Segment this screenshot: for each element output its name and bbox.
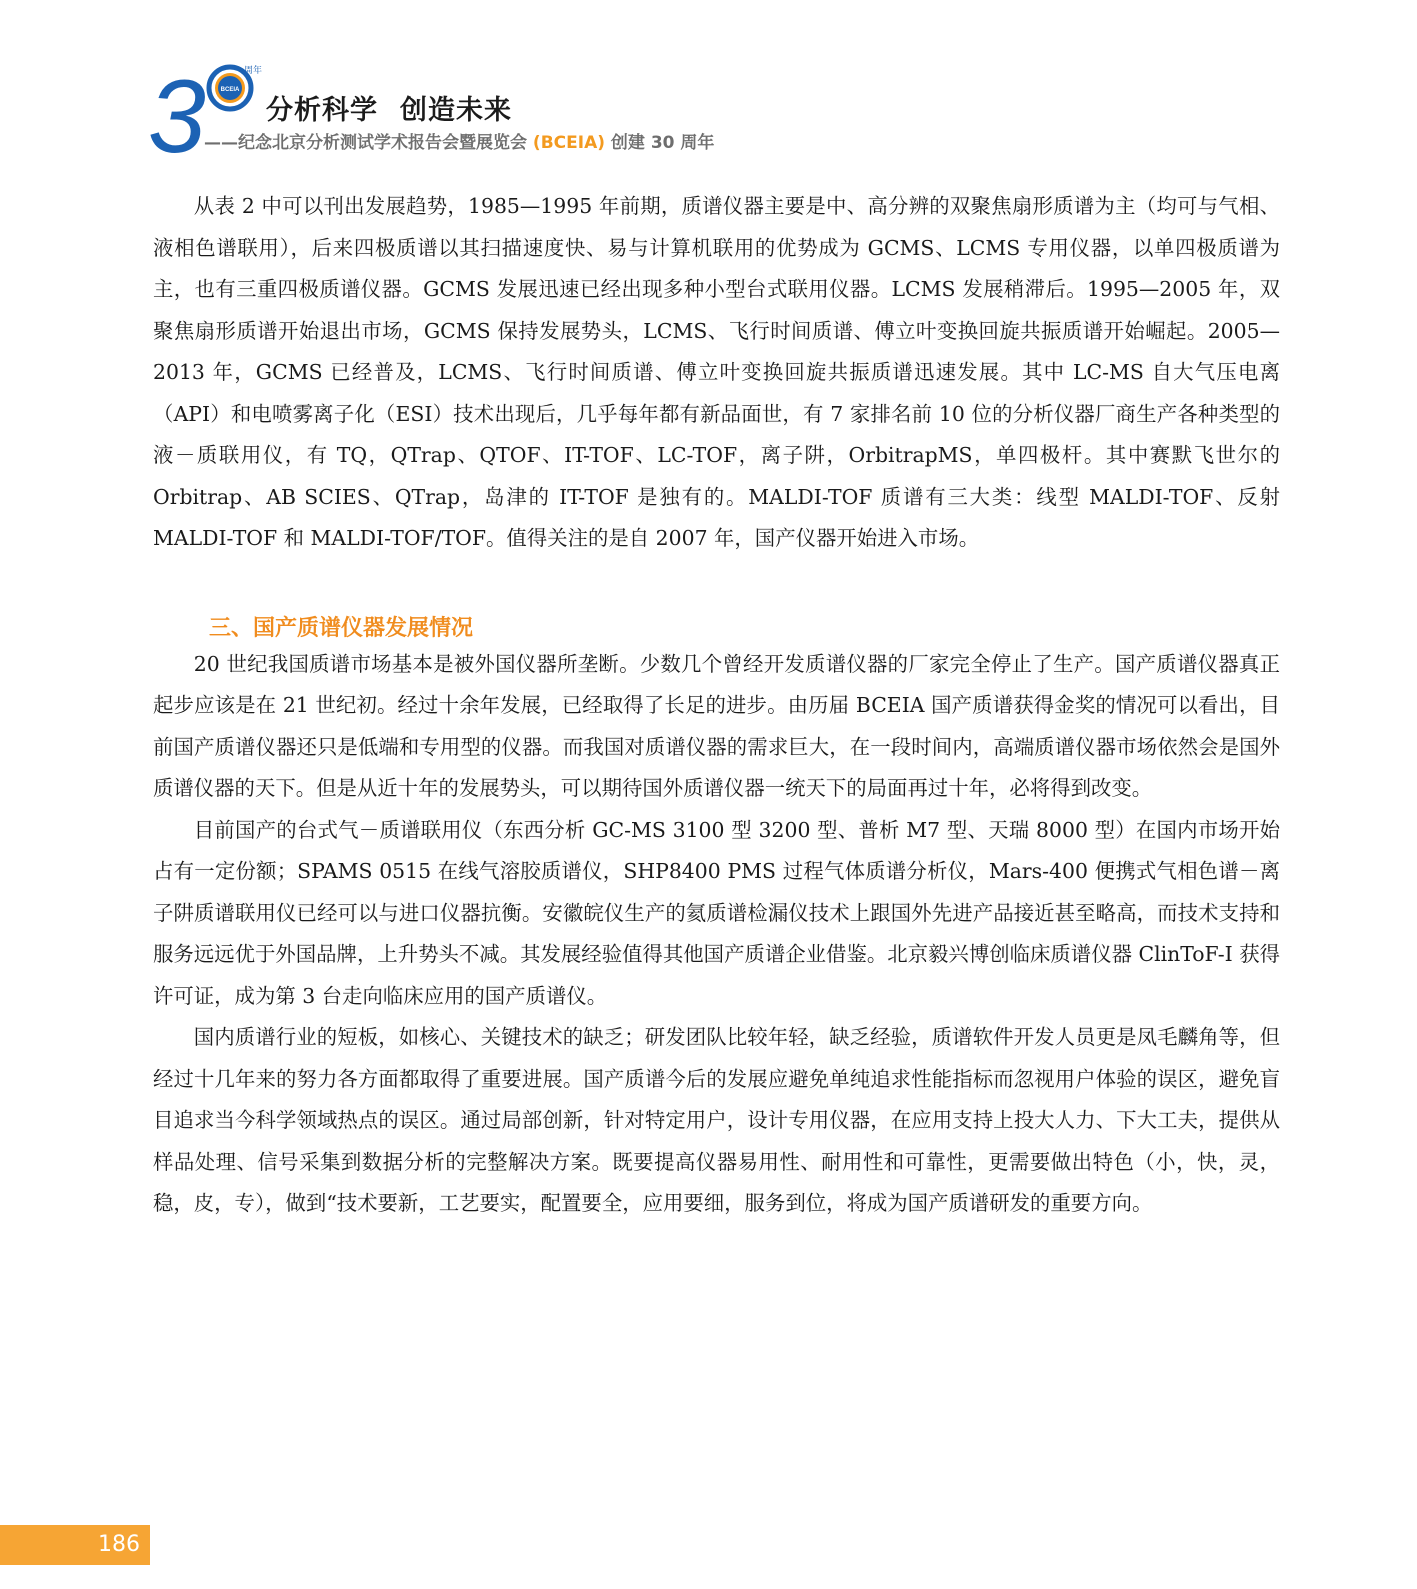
subtitle-org: (BCEIA) <box>532 133 605 153</box>
logo-number: 3 <box>148 59 206 158</box>
slogan-part1: 分析科学 <box>266 95 378 126</box>
subtitle-prefix: ——纪念北京分析测试学术报告会暨展览会 <box>204 133 533 153</box>
section-paragraph-3: 国内质谱行业的短板，如核心、关键技术的缺乏；研发团队比较年轻，缺乏经验，质谱软件开发人员更是凤毛麟角等，但经过十几年来的努力各方面都取得了重要进展。国产质谱今后的发展应避免单纯追求性能指标而忽视用户体验的误区，避免盲目追求当今科学领域热点的误区。通过局部创新，针对特定用户，设计专用仪器，在应用支持上投大人力、下大工夫，提供从样品处理、信号采集到数据分析的完整解决方案。既要提高仪器易用性、耐用性和可靠性，更需要做出特色（小，快，灵，稳，皮，专），做到“技术要新，工艺要实，配置要全，应用要细，服务到位，将成为国产质谱研发的重要方向。 <box>153 1025 1280 1215</box>
header-subtitle <box>204 128 714 153</box>
section-heading: 三、国产质谱仪器发展情况 <box>209 615 474 641</box>
logo-ribbon: 周年 <box>244 66 263 76</box>
section-paragraph-2: 目前国产的台式气－质谱联用仪（东西分析 GC-MS 3100 型 3200 型、普析 M7 型、天瑞 8000 型）在国内市场开始占有一定份额；SPAMS 0515 在线气溶胶质谱仪，SHP8400 PMS 过程气体质谱分析仪，Mars-400 便携式气相色谱－离子阱质谱联用仪已经可以与进口仪器抗衡。安徽皖仪生产的氦质谱检漏仪技术上跟国外先进产品接近甚至略高，而技术支持和服务远远优于外国品牌，上升势头不减。其发展经验值得其他国产质谱企业借鉴。北京毅兴博创临床质谱仪器 ClinToF-I 获得许可证，成为第 3 台走向临床应用的国产质谱仪。 <box>153 817 1280 1008</box>
page-number: 186 <box>0 1525 150 1565</box>
article-body <box>153 186 1280 1225</box>
page-header <box>148 58 908 158</box>
slogan-part2: 创造未来 <box>400 95 512 126</box>
section-paragraph-1: 20 世纪我国质谱市场基本是被外国仪器所垄断。少数几个曾经开发质谱仪器的厂家完全停止了生产。国产质谱仪器真正起步应该是在 21 世纪初。经过十余年发展，已经取得了长足的进步。由历届 BCEIA 国产质谱获得金奖的情况可以看出，目前国产质谱仪器还只是低端和专用型的仪器。而我国对质谱仪器的需求巨大，在一段时间内，高端质谱仪器市场依然会是国外质谱仪器的天下。但是从近十年的发展势头，可以期待国外质谱仪器一统天下的局面再过十年，必将得到改变。 <box>153 651 1280 800</box>
intro-paragraph: 从表 2 中可以刊出发展趋势，1985—1995 年前期，质谱仪器主要是中、高分辨的双聚焦扇形质谱为主（均可与气相、液相色谱联用），后来四极质谱以其扫描速度快、易与计算机联用的优势成为 GCMS、LCMS 专用仪器，以单四极质谱为主，也有三重四极质谱仪器。GCMS 发展迅速已经出现多种小型台式联用仪器。LCMS 发展稍滞后。1995—2005 年，双聚焦扇形质谱开始退出市场，GCMS 保持发展势头，LCMS、飞行时间质谱、傅立叶变换回旋共振质谱开始崛起。2005—2013 年，GCMS 已经普及，LCMS、飞行时间质谱、傅立叶变换回旋共振质谱迅速发展。其中 LC-MS 自大气压电离（API）和电喷雾离子化（ESI）技术出现后，几乎每年都有新品面世，有 7 家排名前 10 位的分析仪器厂商生产各种类型的液－质联用仪，有 TQ，QTrap、QTOF、IT-TOF、LC-TOF，离子阱，OrbitrapMS，单四极杆。其中赛默飞世尔的 Orbitrap、AB SCIES、QTrap，岛津的 IT-TOF 是独有的。MALDI-TOF 质谱有三大类：线型 MALDI-TOF、反射 MALDI-TOF 和 MALDI-TOF/TOF。值得关注的是自 2007 年，国产仪器开始进入市场。 <box>153 194 1280 550</box>
subtitle-suffix: 创建 30 周年 <box>605 133 715 153</box>
logo-badge: BCEIA <box>220 87 240 93</box>
header-slogan <box>266 88 512 127</box>
